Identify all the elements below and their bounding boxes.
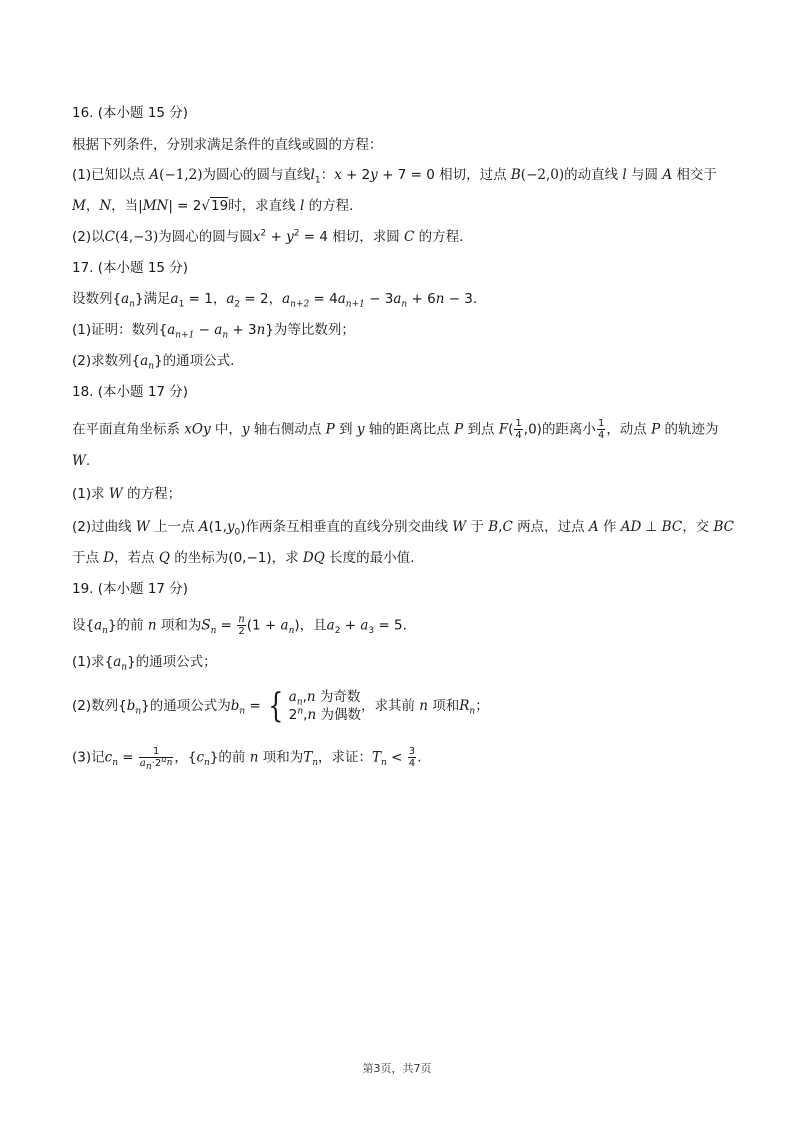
q18-part1: (1)求 W 的方程； <box>72 486 182 502</box>
q18-line1: 在平面直角坐标系 xOy 中，y 轴右侧动点 P 到 y 轴的距离比点 P 到点 F( $\frac{1}{4}$ ,0)的距离小 $\frac{1}{4}$ ，动点 P 的轨迹为 <box>72 418 719 441</box>
page-footer: 第3页，共7页 <box>362 1062 432 1075</box>
q19-part2: (2)数列$\{b_n\}$的通项公式为$b_n$ = { $a_n,n$ 为奇数 2$^n$,n 为偶数 ，求其前 n 项和$R_n$； <box>72 686 489 726</box>
piecewise-cases: { $a_n,n$ 为奇数 2$^n$,n 为偶数 <box>268 686 361 726</box>
q16-intro: 根据下列条件，分别求满足条件的直线或圆的方程： <box>72 137 383 153</box>
q16-part1-line1: (1)已知以点 A(−1,2)为圆心的圆与直线$l_1$：x + 2y + 7 = 0 相切，过点 B(−2,0)的动直线 l 与圆 A 相交于 <box>72 167 717 186</box>
q16-part1-line2: M，N，当|MN| = 2√19时，求直线 l 的方程. <box>72 198 354 214</box>
q18-part2-line1: (2)过曲线 W 上一点 $A(1,y_0)$作两条互相垂直的直线分别交曲线 W 于 B,C 两点，过点 A 作 AD ⊥ BC，交 BC <box>72 519 734 538</box>
q18-line2: W. <box>72 453 91 469</box>
q18-header: 18. (本小题 17 分) <box>72 384 189 400</box>
q16-part2: (2)以C(4,−3)为圆心的圆与圆$x^2 + y^2 = 4$ 相切，求圆 C 的方程. <box>72 228 464 245</box>
q19-part1: (1)求$\{a_n\}$的通项公式； <box>72 654 217 673</box>
q19-part3: (3)记$c_n$ = $\frac{1}{a_n\cdot 2^{a_n}}$ ，$\{c_n\}$的前 n 项和为$T_n$，求证：$T_n$ < $\frac{3}{4}$ . <box>72 746 422 772</box>
q17-part2: (2)求数列$\{a_n\}$的通项公式. <box>72 353 235 372</box>
q17-part1: (1)证明：数列$\{a_{n+1} - a_n + 3n\}$为等比数列； <box>72 322 355 341</box>
q19-header: 19. (本小题 17 分) <box>72 581 189 597</box>
q19-line1: 设$\{a_n\}$的前 n 项和为$S_n$ = $\frac{n}{2}$ $(1 + a_n)$，且$a_2 + a_3 = 5$. <box>72 614 407 637</box>
q18-part2-line2: 于点 D，若点 Q 的坐标为(0,−1)，求 DQ 长度的最小值. <box>72 550 415 566</box>
q16-header: 16. (本小题 15 分) <box>72 105 189 121</box>
q17-header: 17. (本小题 15 分) <box>72 260 189 276</box>
q17-line1: 设数列$\{a_n\}$满足$a_1 = 1$，$a_2 = 2$，$a_{n+2} = 4a_{n+1} - 3a_n + 6n - 3$. <box>72 291 478 310</box>
